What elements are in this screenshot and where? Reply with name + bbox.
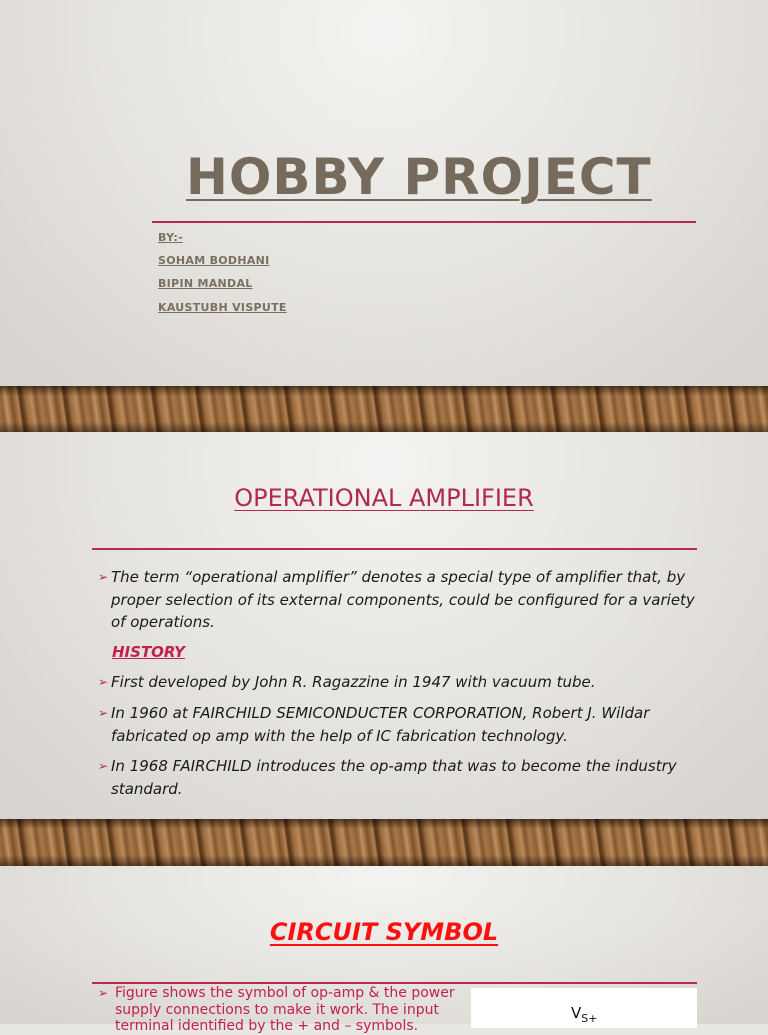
heading-divider [92,982,697,984]
vs-letter: V [571,1004,582,1022]
arrow-bullet-icon: ➢ [98,675,109,689]
bullet-text: The term “operational amplifier” denotes a special type of amplifier that, by proper selection of its external components, could be configured for a variety of operations. [111,568,695,631]
bullet-text: In 1968 FAIRCHILD introduces the op-amp that was to become the industry standard. [111,757,677,798]
arrow-bullet-icon: ➢ [98,759,109,773]
supply-voltage-label [571,1004,597,1025]
title-divider [152,221,696,223]
bullet-text: Figure shows the symbol of op-amp & the power supply connections to make it work. The input terminal identified by the + and – symbols. [115,985,455,1034]
slide-heading: CIRCUIT SYMBOL [269,918,499,946]
by-label: BY:- [158,231,183,244]
op-amp-figure [471,988,697,1028]
bullet-item [98,755,698,800]
bullet-item [98,566,698,634]
bullet-item [98,985,468,1035]
history-heading: HISTORY [112,643,185,661]
arrow-bullet-icon: ➢ [98,570,109,584]
bullet-item [98,671,698,694]
slide-heading: OPERATIONAL AMPLIFIER [234,484,534,512]
wood-floor-divider [0,386,768,432]
slide-circuit-symbol [0,866,768,1034]
arrow-bullet-icon: ➢ [98,986,109,1000]
wood-floor-divider [0,819,768,866]
bullet-text: In 1960 at FAIRCHILD SEMICONDUCTER CORPORATION, Robert J. Wildar fabricated op amp with the help of IC fabrication technology. [111,704,650,745]
author-name: SOHAM BODHANI [158,254,270,267]
slide-title [0,0,768,386]
bullet-item [98,702,698,747]
bullet-text: First developed by John R. Ragazzine in 1947 with vacuum tube. [111,673,596,691]
heading-divider [92,548,697,550]
author-name: KAUSTUBH VISPUTE [158,301,287,314]
author-name: BIPIN MANDAL [158,277,253,290]
arrow-bullet-icon: ➢ [98,706,109,720]
page-title: HOBBY PROJECT [186,148,652,206]
vs-subscript: S+ [581,1012,598,1025]
slide-operational-amplifier [0,432,768,819]
